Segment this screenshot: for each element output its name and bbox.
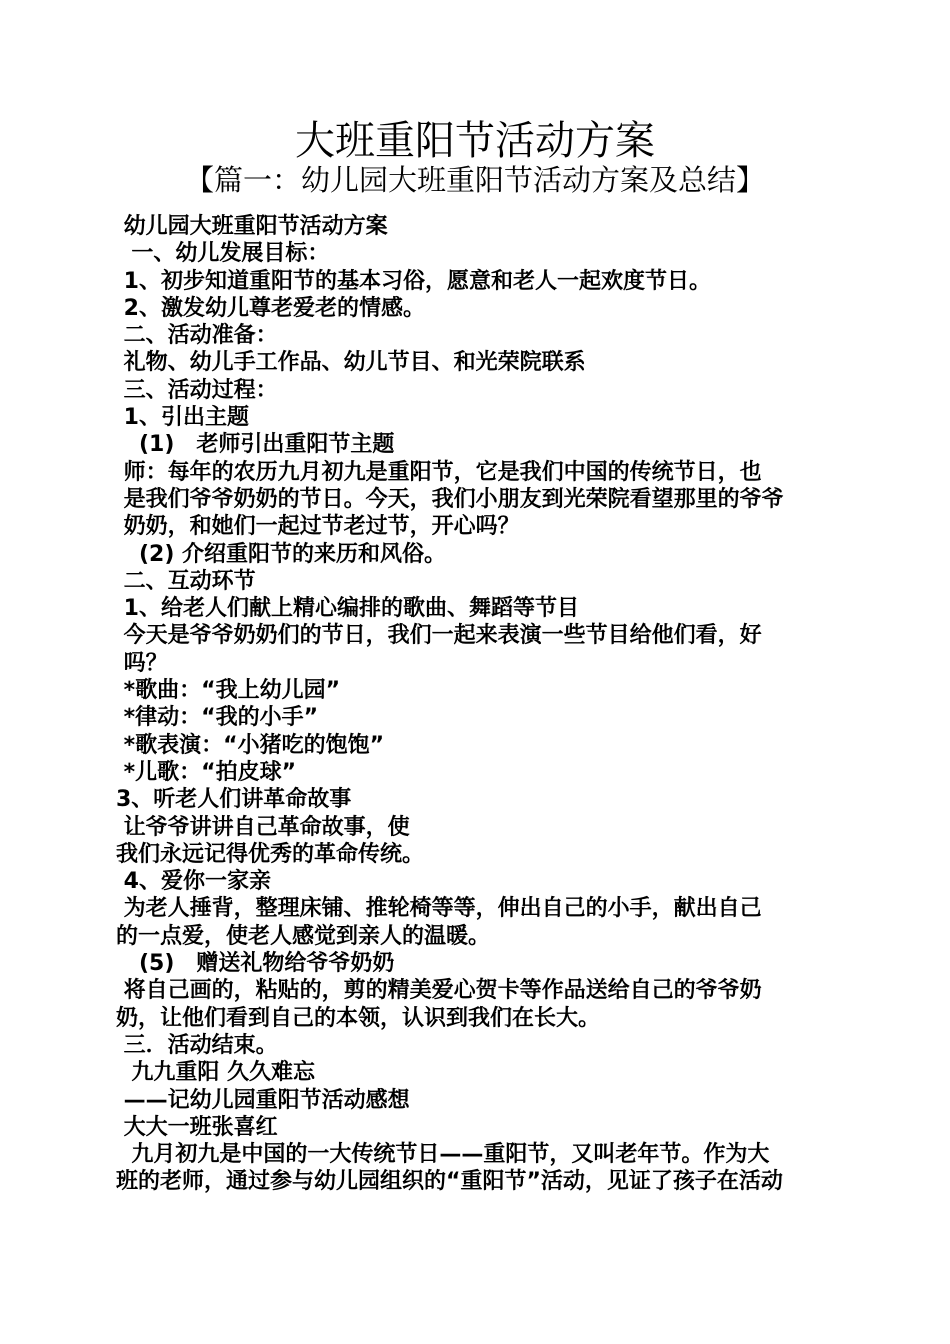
document-subtitle: 【篇一：幼儿园大班重阳节活动方案及总结】 <box>184 163 765 197</box>
text-line: 4、爱你一家亲 <box>116 869 271 895</box>
text-line: 3、听老人们讲革命故事 <box>116 787 352 813</box>
text-line: 三．活动结束。 <box>116 1032 278 1058</box>
text-line: 礼物、幼儿手工作品、幼儿节目、和光荣院联系 <box>116 350 586 376</box>
text-line: 今天是爷爷奶奶们的节日，我们一起来表演一些节目给他们看，好 <box>116 623 762 649</box>
text-line: 是我们爷爷奶奶的节日。今天，我们小朋友到光荣院看望那里的爷爷 <box>116 486 784 512</box>
text-line: 班的老师，通过参与幼儿园组织的“重阳节”活动，见证了孩子在活动 <box>116 1169 783 1195</box>
text-line: 师：每年的农历九月初九是重阳节，它是我们中国的传统节日，也 <box>116 459 762 485</box>
text-line: *律动：“我的小手” <box>116 705 319 731</box>
text-line: (1) 老师引出重阳节主题 <box>116 432 395 458</box>
text-line: 1、给老人们献上精心编排的歌曲、舞蹈等节目 <box>116 596 579 622</box>
text-line: 一、幼儿发展目标： <box>116 241 330 267</box>
text-line: 我们永远记得优秀的革命传统。 <box>116 841 425 867</box>
text-line: *歌曲：“我上幼儿园” <box>116 678 341 704</box>
text-line: 2、激发幼儿尊老爱老的情感。 <box>116 295 425 321</box>
text-line: 二、互动环节 <box>116 568 256 594</box>
text-line: 1、初步知道重阳节的基本习俗，愿意和老人一起欢度节日。 <box>116 268 711 294</box>
text-line: (5) 赠送礼物给爷爷奶奶 <box>116 951 395 977</box>
text-line: 奶奶，和她们一起过节老过节，开心吗？ <box>116 514 520 540</box>
text-line: 吗？ <box>116 650 168 676</box>
document-body <box>116 213 846 1196</box>
text-line: 九月初九是中国的一大传统节日——重阳节，又叫老年节。作为大 <box>116 1142 770 1168</box>
text-line: 让爷爷讲讲自己革命故事，使 <box>116 814 410 840</box>
document-title: 大班重阳节活动方案 <box>295 118 655 164</box>
text-line: *歌表演：“小猪吃的饱饱” <box>116 732 385 758</box>
text-line: 大大一班张喜红 <box>116 1114 278 1140</box>
text-line: 1、引出主题 <box>116 405 249 431</box>
text-line: 为老人捶背，整理床铺、推轮椅等等，伸出自己的小手，献出自己 <box>116 896 762 922</box>
text-line: ——记幼儿园重阳节活动感想 <box>116 1087 410 1113</box>
text-line: (2) 介绍重阳节的来历和风俗。 <box>116 541 447 567</box>
text-line: *儿歌：“拍皮球” <box>116 759 297 785</box>
text-line: 九九重阳 久久难忘 <box>116 1060 315 1086</box>
text-line: 将自己画的，粘贴的，剪的精美爱心贺卡等作品送给自己的爷爷奶 <box>116 978 762 1004</box>
text-line: 三、活动过程： <box>116 377 278 403</box>
text-line: 二、活动准备： <box>116 323 278 349</box>
text-line: 奶，让他们看到自己的本领，认识到我们在长大。 <box>116 1005 601 1031</box>
text-line: 的一点爱，使老人感觉到亲人的温暖。 <box>116 923 491 949</box>
text-line: 幼儿园大班重阳节活动方案 <box>116 214 388 239</box>
